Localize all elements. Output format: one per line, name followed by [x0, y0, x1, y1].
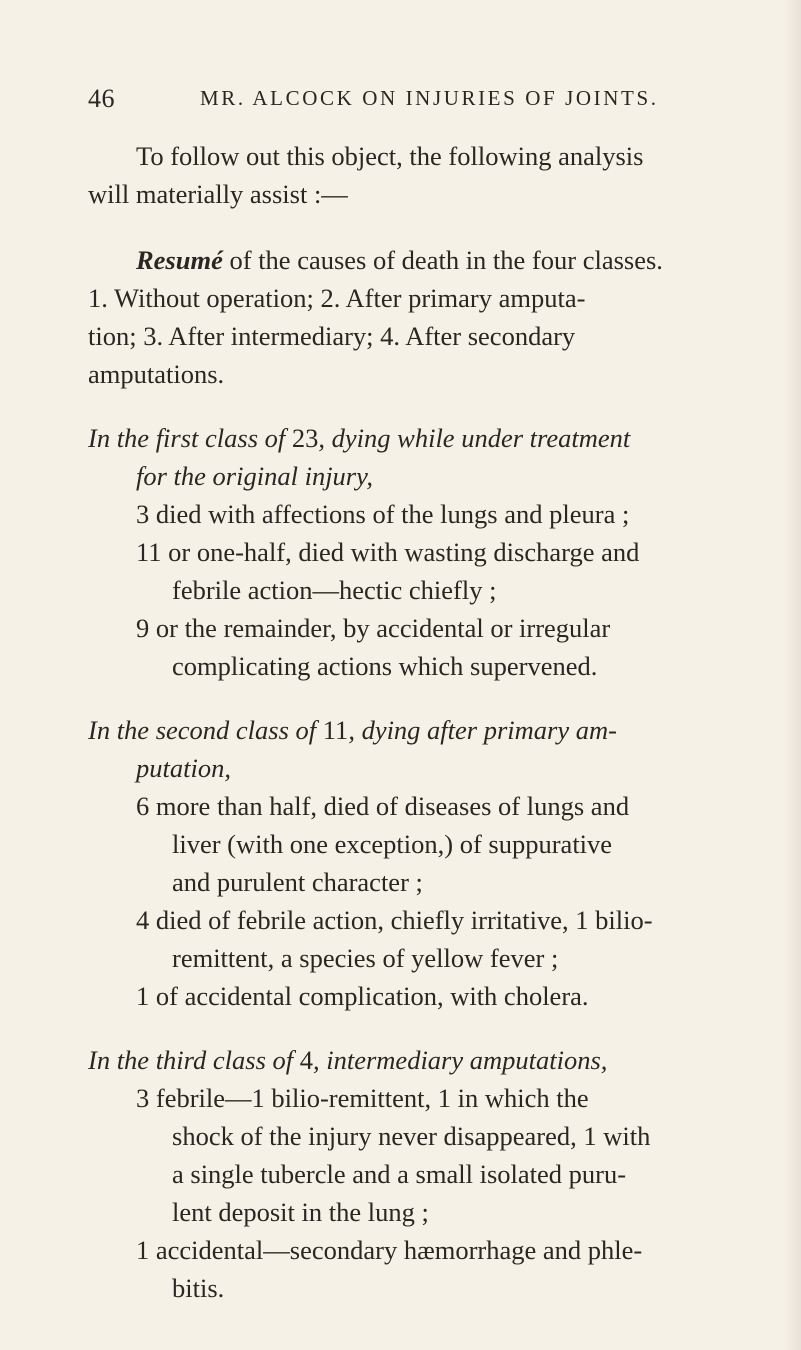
third-class-item-2: 1 accidental—secondary hæmorrhage and phle- [136, 1235, 643, 1265]
resume-line-1-text: of the causes of death in the four classes. [222, 245, 663, 275]
first-class-item-1: 3 died with affections of the lungs and pleura ; [136, 499, 630, 529]
first-class-heading-b: , dying while under treatment [318, 423, 631, 453]
second-class-item-3: 1 of accidental complication, with cholera. [136, 981, 589, 1011]
third-class-item-1-cont-2: a single tubercle and a small isolated puru- [172, 1159, 627, 1189]
intro-line-1: To follow out this object, the following analysis [136, 141, 644, 171]
second-class-heading-line-2: putation, [136, 753, 231, 783]
second-class-item-1-cont-1: liver (with one exception,) of suppurative [172, 829, 613, 859]
second-class-heading [88, 712, 617, 748]
page-header [88, 84, 728, 114]
first-class-heading-line-2: for the original injury, [136, 461, 374, 491]
third-class-heading-b: , intermediary amputations, [313, 1045, 608, 1075]
running-title: MR. ALCOCK ON INJURIES OF JOINTS. [200, 86, 659, 110]
resume-line-4: amputations. [88, 359, 225, 389]
second-class-item-2-cont: remittent, a species of yellow fever ; [172, 943, 559, 973]
intro-line-2: will materially assist :— [88, 179, 348, 209]
resume-line-2: 1. Without operation; 2. After primary amputa- [88, 283, 586, 313]
first-class-heading-a: In the first class of [88, 423, 292, 453]
page-edge-shadow [783, 0, 801, 1350]
second-class-heading-b: , dying after primary am- [348, 715, 617, 745]
second-class-item-1: 6 more than half, died of diseases of lungs and [136, 791, 630, 821]
first-class-heading [88, 420, 630, 456]
third-class-item-1: 3 febrile—1 bilio-remittent, 1 in which the [136, 1083, 589, 1113]
first-class-count: 23 [291, 423, 319, 453]
second-class-heading-a: In the second class of [88, 715, 323, 745]
second-class-item-1-cont-2: and purulent character ; [172, 867, 423, 897]
third-class-item-1-cont-3: lent deposit in the lung ; [172, 1197, 429, 1227]
resume-label: Resumé [136, 245, 223, 275]
resume-line-3: tion; 3. After intermediary; 4. After secondary [88, 321, 576, 351]
third-class-item-2-cont: bitis. [172, 1273, 225, 1303]
third-class-heading [88, 1042, 607, 1078]
second-class-count: 11 [322, 715, 349, 745]
third-class-item-1-cont-1: shock of the injury never disappeared, 1 with [172, 1121, 651, 1151]
first-class-item-3: 9 or the remainder, by accidental or irregular [136, 613, 611, 643]
first-class-item-2: 11 or one-half, died with wasting discharge and [136, 537, 640, 567]
third-class-heading-a: In the third class of [88, 1045, 300, 1075]
second-class-item-2: 4 died of febrile action, chiefly irritative, 1 bilio- [136, 905, 653, 935]
third-class-count: 4 [299, 1045, 313, 1075]
first-class-item-2-cont: febrile action—hectic chiefly ; [172, 575, 497, 605]
first-class-item-3-cont: complicating actions which supervened. [172, 651, 598, 681]
resume-line-1 [136, 242, 663, 278]
page-number: 46 [88, 84, 115, 113]
